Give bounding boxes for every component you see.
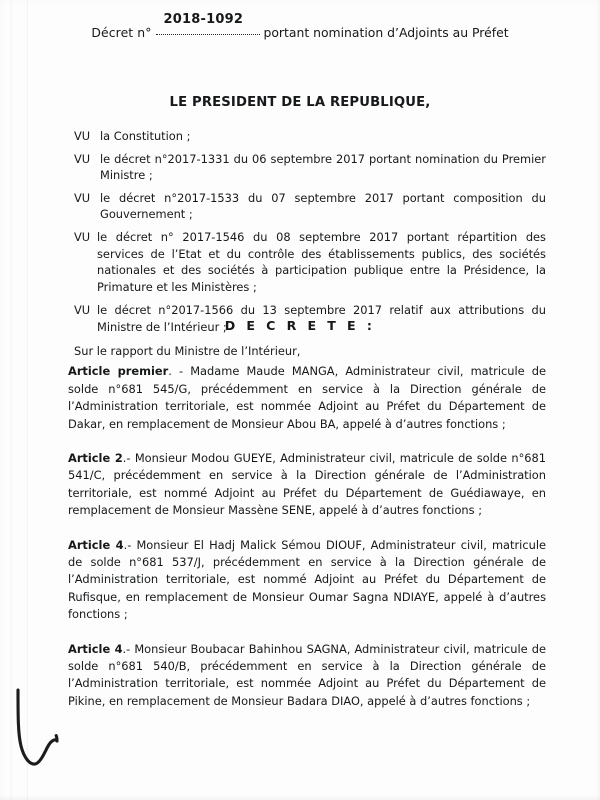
visa-text: le décret n°2017-1566 du 13 septembre 2017 relatif aux attributions du Ministre de l’Intérieur ; xyxy=(97,303,546,334)
decrete-heading: D E C R E T E : xyxy=(224,318,376,333)
scan-artifact-left-line xyxy=(27,0,28,800)
article-item-4 xyxy=(68,641,546,711)
article-label: Article 4 xyxy=(68,641,123,656)
visa-item-1 xyxy=(74,128,546,145)
article-separator: .- xyxy=(123,537,137,552)
article-body: Monsieur Boubacar Bahinhou SAGNA, Administrateur civil, matricule de solde n°681 540/B, précédemment en service à la Direction générale de l’Administration territoriale, est nommée Adjoint au Préfet du Département de Pikine, en remplacement de Monsieur Badara DIAO, appelé à d’autres fonctions ; xyxy=(68,641,547,708)
visa-tag: VU xyxy=(74,190,91,205)
visa-tag: VU xyxy=(74,303,91,318)
decree-number-slot xyxy=(156,12,260,41)
scan-artifact-left-band xyxy=(10,0,12,800)
visa-item-3 xyxy=(74,190,546,223)
article-item-2 xyxy=(68,450,546,520)
scan-artifact-bottom-edge xyxy=(0,794,600,800)
visa-tag: VU xyxy=(74,151,91,166)
page-title: LE PRESIDENT DE LA REPUBLIQUE, xyxy=(169,95,431,110)
visa-item-4 xyxy=(74,229,546,295)
article-separator: . - xyxy=(168,364,191,379)
article-separator: .- xyxy=(122,451,135,466)
decree-number-dotted-rule xyxy=(156,34,260,35)
decree-header-line xyxy=(91,12,509,41)
article-body: Monsieur Modou GUEYE, Administrateur civil, matricule de solde n°681 541/C, précédemment en service à la Direction générale de l’Administration territoriale, est nommé Adjoint au Préfet du Département de Guédiawaye, en remplacement de Monsieur Massène SENE, appelé à d’autres fonctions ; xyxy=(68,451,547,518)
article-list xyxy=(68,352,546,727)
article-label: Article 2 xyxy=(68,451,123,466)
visa-tag: VU xyxy=(74,229,91,244)
scan-artifact-right-edge xyxy=(596,0,600,800)
decree-header xyxy=(0,12,600,41)
article-item-1 xyxy=(68,363,546,433)
article-body: Monsieur El Hadj Malick Sémou DIOUF, Administrateur civil, matricule de solde n°681 537/J, précédemment en service à la Direction générale de l’Administration territoriale, est nommé Adjoint au Préfet du Département de Rufisque, en remplacement de Monsieur Oumar Sagna NDIAYE, appelé à d’autres fonctions ; xyxy=(68,537,547,622)
article-label: Article premier xyxy=(68,364,169,379)
visa-text: le décret n°2017-1533 du 07 septembre 2017 portant composition du Gouvernement ; xyxy=(100,190,546,222)
article-body: Madame Maude MANGA, Administrateur civil, matricule de solde n°681 545/G, précédemment en service à la Direction générale de l’Administration territoriale, est nommée Adjoint au Préfet du Département de Dakar, en remplacement de Monsieur Abou BA, appelé à d’autres fonctions ; xyxy=(68,364,546,431)
article-item-3 xyxy=(68,537,546,624)
handwritten-pen-mark-icon xyxy=(14,688,84,783)
decree-number-prefix-label: Décret n° xyxy=(91,25,152,40)
visa-item-2 xyxy=(74,151,546,184)
article-separator: .- xyxy=(122,641,135,656)
decree-number-value: 2018-1092 xyxy=(163,12,244,27)
article-label: Article 4 xyxy=(68,537,124,552)
visa-text: le décret n° 2017-1546 du 08 septembre 2017 portant répartition des services de l’Etat et du contrôle des établissements publics, des sociétés nationales et des sociétés à participation publique entre la Présidence, la Primature et les Ministères ; xyxy=(97,229,546,294)
visa-text: la Constitution ; xyxy=(100,129,191,143)
decree-header-suffix: portant nomination d’Adjoints au Préfet xyxy=(263,25,509,40)
visa-tag: VU xyxy=(74,129,91,143)
visa-text: le décret n°2017-1331 du 06 septembre 2017 portant nomination du Premier Ministre ; xyxy=(100,151,546,183)
report-line: Sur le rapport du Ministre de l’Intérieur, xyxy=(74,343,301,358)
